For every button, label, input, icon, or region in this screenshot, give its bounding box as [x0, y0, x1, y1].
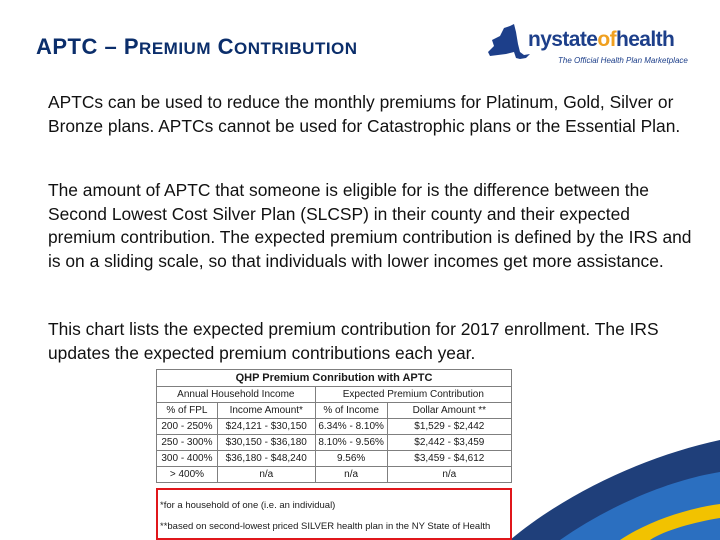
ny-state-map-icon [486, 22, 530, 70]
group-annual-income: Annual Household Income [157, 387, 316, 403]
logo-text-ny: nystate [528, 28, 598, 51]
decorative-swoosh [500, 410, 720, 540]
group-expected-contribution: Expected Premium Contribution [315, 387, 511, 403]
slide-title [36, 34, 358, 60]
cell-income: n/a [217, 467, 315, 483]
table-header-row [157, 403, 512, 419]
title-p: P [123, 34, 140, 59]
cell-percent: 8.10% - 9.56% [315, 435, 387, 451]
cell-fpl: 250 - 300% [157, 435, 218, 451]
paragraph-aptc-amount: The amount of APTC that someone is eligible for is the difference between the Second Lowest Cost Silver Plan (SLCSP) in their county and their expected premium contribution. The expected premium contribution is defined by the IRS and is on a sliding scale, so that individuals with lower incomes get more assistance. [48, 180, 692, 271]
table-footnotes [156, 488, 512, 540]
table-row [157, 467, 512, 483]
logo-text-health: health [615, 28, 675, 51]
header-dollar-amount: Dollar Amount ** [387, 403, 511, 419]
footnote-household: *for a household of one (i.e. an individual) [160, 500, 336, 511]
header-income-amount: Income Amount* [217, 403, 315, 419]
table-row [157, 435, 512, 451]
cell-percent: 6.34% - 8.10% [315, 419, 387, 435]
cell-income: $30,150 - $36,180 [217, 435, 315, 451]
title-prefix: APTC – [36, 34, 124, 59]
title-c: C [217, 34, 235, 59]
logo-wordmark [528, 28, 674, 52]
nystateofhealth-logo [486, 22, 702, 70]
table-row [157, 451, 512, 467]
paragraph-aptc-usage: APTCs can be used to reduce the monthly premiums for Platinum, Gold, Silver or Bronze plans. APTCs cannot be used for Catastrophic plans or the Essential Plan. [48, 92, 681, 136]
footnote-silver-plan: **based on second-lowest priced SILVER health plan in the NY State of Health [160, 521, 491, 532]
cell-fpl: > 400% [157, 467, 218, 483]
table-row [157, 419, 512, 435]
table-title-row [157, 370, 512, 387]
logo-text-of: of [597, 28, 616, 51]
table-group-row [157, 387, 512, 403]
cell-dollar: $1,529 - $2,442 [387, 419, 511, 435]
cell-fpl: 200 - 250% [157, 419, 218, 435]
cell-dollar: n/a [387, 467, 511, 483]
paragraph-chart-intro: This chart lists the expected premium contribution for 2017 enrollment. The IRS updates the expected premium contributions each year. [48, 319, 659, 363]
cell-dollar: $2,442 - $3,459 [387, 435, 511, 451]
header-percent-income: % of Income [315, 403, 387, 419]
cell-income: $24,121 - $30,150 [217, 419, 315, 435]
table-title: QHP Premium Conribution with APTC [157, 370, 512, 387]
title-ontribution: ONTRIBUTION [234, 39, 358, 58]
cell-income: $36,180 - $48,240 [217, 451, 315, 467]
cell-dollar: $3,459 - $4,612 [387, 451, 511, 467]
contribution-grid [156, 369, 512, 483]
cell-percent: 9.56% [315, 451, 387, 467]
cell-percent: n/a [315, 467, 387, 483]
cell-fpl: 300 - 400% [157, 451, 218, 467]
premium-contribution-table [156, 369, 512, 540]
logo-tagline: The Official Health Plan Marketplace [558, 56, 688, 65]
title-remium: REMIUM [139, 39, 211, 58]
header-fpl: % of FPL [157, 403, 218, 419]
